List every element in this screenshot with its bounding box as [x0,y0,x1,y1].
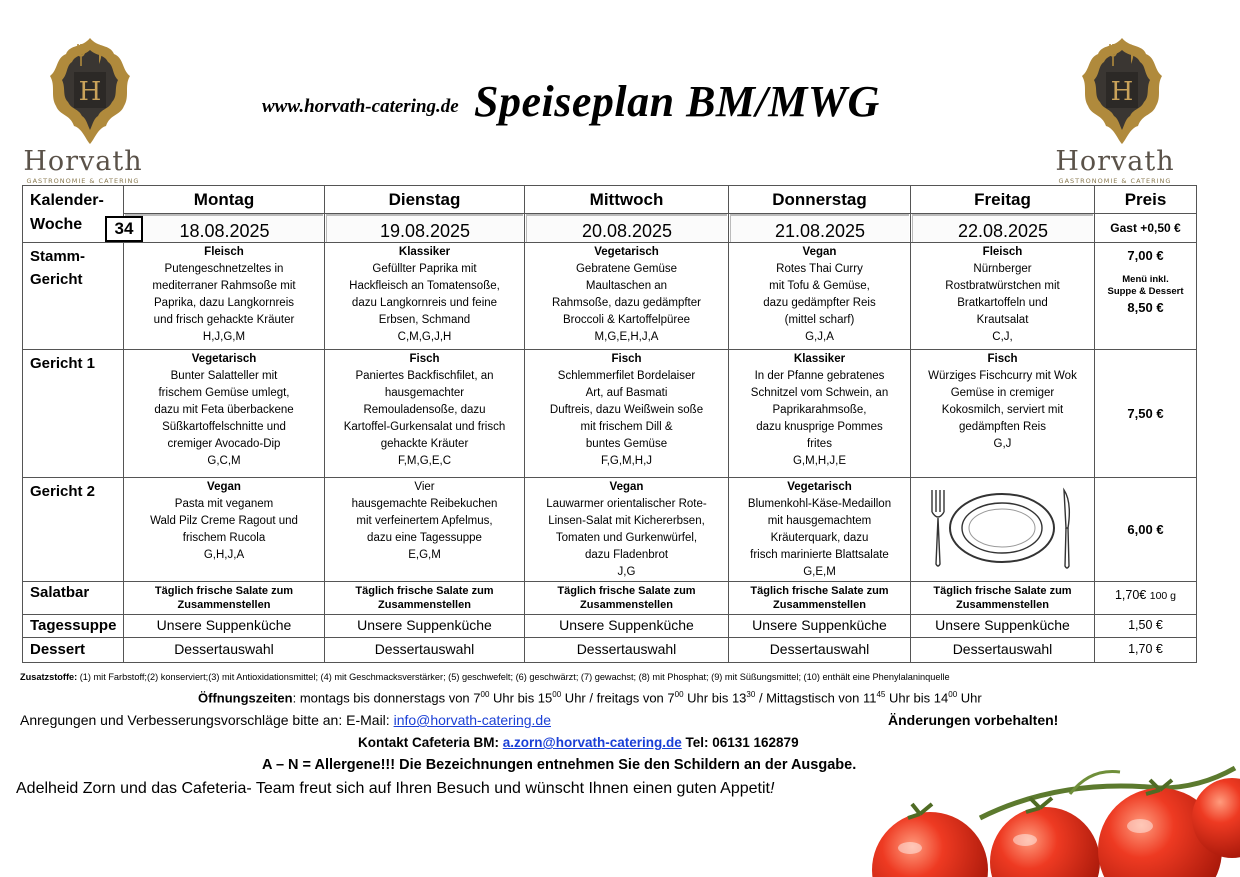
dish-category: Vegan [802,246,837,258]
contact-line [358,735,799,750]
date-thursday [729,214,911,243]
date-text: 18.08.2025 [125,214,323,242]
dish-line: Bunter Salatteller mit [170,370,278,382]
salad-cell [124,582,325,615]
dish-line: Nürnberger [973,263,1032,275]
greeting-end: ! [769,780,775,797]
price-salatbar-unit: 100 g [1149,590,1177,602]
logo-brand-left: Horvath [23,146,143,177]
salad-text-1: Täglich frische Salate zum [355,585,494,597]
day-header-tuesday: Dienstag [325,186,525,214]
dish-line: frisch marinierte Blattsalate [750,549,889,561]
opening-hours [198,690,982,705]
dish-line: mit verfeinertem Apfelmus, [356,515,493,527]
dish-line: dazu mit Feta überbackene [154,404,294,416]
opening-part: Uhr bis 14 [885,690,949,706]
dish-category: Vegetarisch [787,481,852,493]
row-label-suppe: Tagessuppe [23,615,124,638]
dish-category: Vegetarisch [594,246,659,258]
dish-line: mit frischem Dill & [580,421,673,433]
dish-cell [124,478,325,582]
dish-line: Paprikarahmsoße, [772,404,867,416]
dish-line: Linsen-Salat mit Kichererbsen, [548,515,705,527]
salad-text-1: Täglich frische Salate zum [557,585,696,597]
row-label-salatbar: Salatbar [23,582,124,615]
dish-category: Vegan [609,481,644,493]
menu-note-2: Suppe & Dessert [1107,286,1184,297]
dish-line: mit Tofu & Gemüse, [769,280,870,292]
salad-cell [729,582,911,615]
price-cell-stamm [1095,243,1197,350]
opening-part: Uhr [957,690,982,706]
opening-sup: 45 [876,690,886,699]
dish-line: Lauwarmer orientalischer Rote- [546,498,707,510]
calendar-label-1: Kalender- [30,192,104,209]
salad-cell [325,582,525,615]
dish-line: Paprika, dazu Langkornreis [154,297,294,309]
row-gericht-1 [23,350,1197,478]
row-dessert [23,638,1197,663]
dish-cell [729,243,911,350]
dish-allergens: G,C,M [207,455,241,467]
logo-left [18,36,148,186]
dish-category: Klassiker [398,246,451,258]
soup-cell: Unsere Suppenküche [325,615,525,638]
day-header-thursday: Donnerstag [729,186,911,214]
dish-category: Fisch [409,353,440,365]
opening-label: Öffnungszeiten [198,690,293,706]
salad-text-1: Täglich frische Salate zum [154,585,294,597]
row-label-dessert: Dessert [23,638,124,663]
salad-text-2: Zusammenstellen [773,599,866,611]
dish-line: dazu gedämpfter Reis [763,297,876,309]
dish-line: Kartoffel-Gurkensalat und frisch [343,421,506,433]
price-gericht-2: 6,00 € [1095,478,1197,582]
salad-text-1: Täglich frische Salate zum [933,585,1072,597]
dish-line: Paniertes Backfischfilet, an [355,370,494,382]
dish-cell [124,243,325,350]
contact-email-link[interactable]: a.zorn@horvath-catering.de [502,735,682,750]
opening-sup: 00 [480,690,490,699]
dish-allergens: H,J,G,M [202,331,246,343]
opening-part: Uhr bis 15 [489,690,553,706]
dish-line: Tomaten und Gurkenwürfel, [555,532,698,544]
dish-line: Hackfleisch an Tomatensoße, [349,280,500,292]
dish-allergens: E,G,M [408,549,441,561]
dish-line: frites [807,438,832,450]
dish-allergens: F,M,G,E,C [397,455,452,467]
dish-cell [124,350,325,478]
logo-brand-right: Horvath [1055,146,1175,177]
dish-line: dazu Fladenbrot [584,549,669,561]
day-header-wednesday: Mittwoch [525,186,729,214]
tomatoes-image [860,758,1240,877]
greeting [16,780,774,798]
date-text: 22.08.2025 [912,214,1093,242]
dish-category: Fleisch [204,246,244,258]
price-salatbar-cell [1095,582,1197,615]
header-row-dates [23,214,1197,243]
dish-cell [325,478,525,582]
salad-cell [911,582,1095,615]
date-friday [911,214,1095,243]
dish-line: Rostbratwürstchen mit [945,280,1060,292]
soup-cell: Unsere Suppenküche [525,615,729,638]
dish-cell [729,350,911,478]
dessert-cell: Dessertauswahl [325,638,525,663]
logo-right [1050,36,1180,186]
dish-line: dazu eine Tagessuppe [367,532,482,544]
opening-part: : montags bis donnerstags von 7 [292,690,481,706]
row-label-stamm [23,243,124,350]
greeting-text: Adelheid Zorn und das Cafeteria- Team freut sich auf Ihren Besuch und wünscht Ihnen einen guten Appetit [16,780,770,797]
dish-allergens: C,M,G,J,H [397,331,452,343]
dish-line: Art, auf Basmati [585,387,668,399]
dish-line: buntes Gemüse [585,438,668,450]
additives-note [20,672,950,682]
dish-category: Fleisch [982,246,1023,258]
dish-allergens: F,G,M,H,J [600,455,653,467]
opening-sup: 30 [746,690,756,699]
feedback-text: Anregungen und Verbesserungsvorschläge bitte an: E-Mail: [20,712,394,728]
dessert-cell: Dessertauswahl [124,638,325,663]
dish-category: Vegan [207,481,241,493]
svg-text:H: H [1110,77,1134,107]
row-salatbar [23,582,1197,615]
opening-part: / Mittagstisch von 11 [755,690,877,706]
dish-line: Gemüse in cremiger [950,387,1055,399]
dish-line: Bratkartoffeln und [957,297,1048,309]
date-wednesday [525,214,729,243]
dish-category: Vegetarisch [191,353,257,365]
dish-line: Broccoli & Kartoffelpüree [563,314,690,326]
week-number: 34 [105,216,143,242]
dish-line: Gebratene Gemüse [575,263,677,275]
price-salatbar: 1,70€ [1114,588,1147,602]
calendar-week-cell [23,186,134,243]
price-dessert: 1,70 € [1095,638,1197,663]
dish-line: gedämpften Reis [959,421,1046,433]
dish-line: Pasta mit veganem [174,498,274,510]
dessert-cell: Dessertauswahl [729,638,911,663]
dish-line: Schlemmerfilet Bordelaiser [557,370,696,382]
dish-allergens: G,J,A [805,331,834,343]
date-text: 19.08.2025 [326,214,523,242]
dish-category: Fisch [987,353,1018,365]
dish-line: mit hausgemachtem [767,515,872,527]
horvath-emblem-icon [1080,36,1164,146]
dish-cell [525,478,729,582]
header-row-days [23,186,1197,214]
dish-line: Kokosmilch, serviert mit [941,404,1064,416]
dish-line: In der Pfanne gebratenes [754,370,885,382]
menu-table [22,185,1197,663]
dessert-cell: Dessertauswahl [525,638,729,663]
row-label-stamm-1: Stamm- [30,248,86,265]
calendar-label-2: Woche [30,216,83,233]
logo-sub-right: GASTRONOMIE & CATERING [1058,177,1172,185]
dish-line: Süßkartoffelschnitte und [162,421,286,433]
day-header-monday: Montag [124,186,325,214]
dish-line: Kräuterquark, dazu [770,532,869,544]
dish-cell [325,243,525,350]
dish-allergens: M,G,E,H,J,A [594,331,659,343]
dish-category: Fisch [611,353,642,365]
dish-line: Rotes Thai Curry [776,263,863,275]
plate-cutlery-icon [918,482,1088,572]
day-header-friday: Freitag [911,186,1095,214]
dish-line: (mittel scharf) [784,314,855,326]
dish-cell [911,243,1095,350]
menu-note-1: Menü inkl. [1122,274,1169,285]
logo-sub-left: GASTRONOMIE & CATERING [26,177,140,185]
date-text: 21.08.2025 [730,214,909,242]
dessert-cell: Dessertauswahl [911,638,1095,663]
dish-cell [729,478,911,582]
feedback-email-link[interactable]: info@horvath-catering.de [393,712,551,728]
price-stamm: 7,00 € [1127,248,1164,263]
dish-allergens: G,E,M [803,566,836,578]
dish-line: und frisch gehackte Kräuter [153,314,295,326]
dish-line: hausgemachter [384,387,465,399]
dish-line: Erbsen, Schmand [378,314,471,326]
row-tagessuppe [23,615,1197,638]
dish-allergens: C,J, [992,331,1013,343]
dish-line: Maultaschen an [585,280,668,292]
dish-line: Gefüllter Paprika mit [372,263,477,275]
salad-text-2: Zusammenstellen [177,599,271,611]
dish-allergens: G,J [993,438,1012,450]
changes-note: Änderungen vorbehalten! [888,712,1059,728]
dish-line: Rahmsoße, dazu gedämpfter [552,297,701,309]
opening-sup: 00 [674,690,684,699]
dish-line: Remouladensoße, dazu [363,404,486,416]
row-label-stamm-2: Gericht [30,271,83,288]
dish-line: Krautsalat [976,314,1029,326]
price-menu: 8,50 € [1127,300,1164,315]
dish-line: dazu Langkornreis und feine [351,297,498,309]
row-label-gericht-1: Gericht 1 [23,350,124,478]
date-tuesday [325,214,525,243]
dish-line: mediterraner Rahmsoße mit [152,280,296,292]
plate-cutlery-cell [911,478,1095,582]
date-text: 20.08.2025 [526,214,727,242]
dish-line: Putengeschnetzeltes in [164,263,284,275]
salad-text-2: Zusammenstellen [378,599,471,611]
salad-text-2: Zusammenstellen [580,599,673,611]
dish-line: dazu knusprige Pommes [756,421,883,433]
dish-cell [911,350,1095,478]
soup-cell: Unsere Suppenküche [911,615,1095,638]
website-url: www.horvath-catering.de [262,96,459,117]
dish-line: Vier [414,481,435,493]
dish-line: Schnitzel vom Schwein, an [750,387,889,399]
date-monday [124,214,325,243]
soup-cell: Unsere Suppenküche [729,615,911,638]
row-stammgericht [23,243,1197,350]
guest-surcharge: Gast +0,50 € [1095,214,1197,243]
dish-line: Wald Pilz Creme Ragout und [150,515,298,527]
dish-allergens: G,H,J,A [203,549,245,561]
dish-line: Würziges Fischcurry mit Wok [928,370,1077,382]
price-header: Preis [1095,186,1197,214]
dish-cell [525,243,729,350]
soup-cell: Unsere Suppenküche [124,615,325,638]
dish-line: hausgemachte Reibekuchen [351,498,498,510]
dish-allergens: J,G [617,566,636,578]
dish-line: gehackte Kräuter [380,438,469,450]
dish-cell [525,350,729,478]
salad-text-2: Zusammenstellen [956,599,1049,611]
dish-cell [325,350,525,478]
price-suppe: 1,50 € [1095,615,1197,638]
opening-sup: 00 [552,690,562,699]
dish-allergens: G,M,H,J,E [792,455,847,467]
dish-line: cremiger Avocado-Dip [167,438,281,450]
salad-cell [525,582,729,615]
contact-label: Kontakt Cafeteria BM: [358,735,503,750]
price-gericht-1: 7,50 € [1095,350,1197,478]
contact-tel: Tel: 06131 162879 [681,735,799,750]
opening-part: Uhr bis 13 [683,690,747,706]
dish-category: Klassiker [793,353,846,365]
additives-label: Zusatzstoffe: [20,672,78,682]
page-title: Speiseplan BM/MWG [474,77,880,126]
horvath-emblem-icon [48,36,132,146]
row-label-gericht-2: Gericht 2 [23,478,124,582]
dish-line: Duftreis, dazu Weißwein soße [549,404,704,416]
dish-line: Blumenkohl-Käse-Medaillon [747,498,892,510]
salad-text-1: Täglich frische Salate zum [750,585,889,597]
opening-sup: 00 [948,690,958,699]
allergen-note: A – N = Allergene!!! Die Bezeichnungen entnehmen Sie den Schildern an der Ausgabe. [262,757,857,773]
row-gericht-2 [23,478,1197,582]
opening-part: Uhr / freitags von 7 [561,690,675,706]
feedback-line [20,712,551,728]
dish-line: frischem Gemüse umlegt, [158,387,290,399]
additives-text: (1) mit Farbstoff;(2) konserviert;(3) mit Antioxidationsmittel; (4) mit Geschmacksverstärker; (5) geschwefelt; (6) geschwärzt; (7) gewachst; (8) mit Phosphat; (9) mit Süßungsmittel; (10) enthält eine Phenylalaninquelle [79,672,950,682]
svg-text:H: H [78,77,102,107]
dish-line: frischem Rucola [182,532,266,544]
